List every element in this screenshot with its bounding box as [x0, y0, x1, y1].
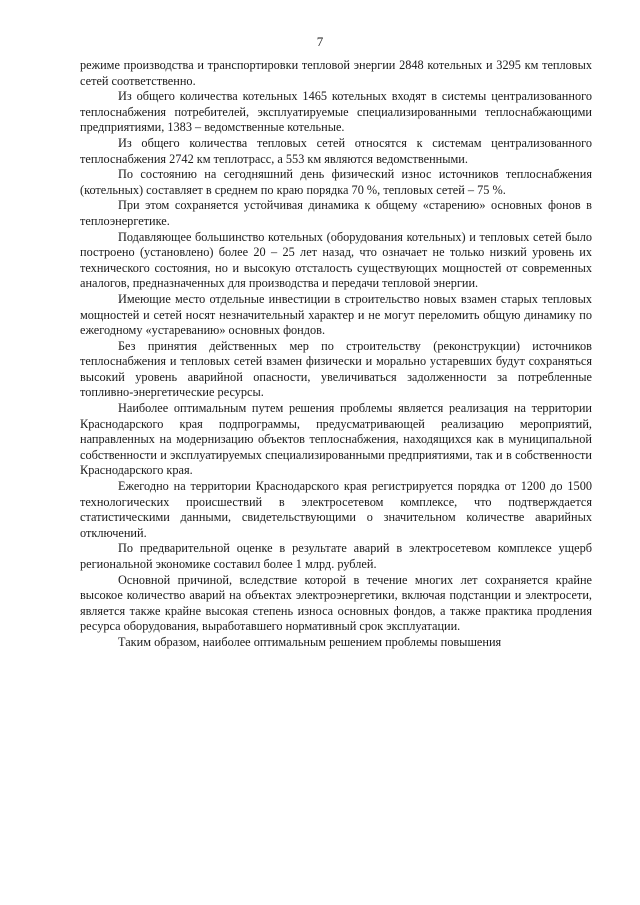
paragraph-main-reason: Основной причиной, вследствие которой в течение многих лет сохраняется крайне высокое количество аварий на объектах электроэнергетики, включая подстанции и электросети, является также крайне высокая степень износа основных фондов, а также практика продления ресурса оборудования, выработавшего нормативный срок эксплуатации. — [80, 572, 592, 634]
paragraph-boiler-count: Из общего количества котельных 1465 котельных входят в системы централизованного теплоснабжения потребителей, эксплуатируемые специализированными теплоснабжающими предприятиями, 1383 – ведомственные котельные. — [80, 89, 592, 135]
paragraph-without-measures: Без принятия действенных мер по строительству (реконструкции) источников теплоснабжения и тепловых сетей взамен физически и морально устаревших будут сохраняться высокий уровень аварийной опасности, увеличиваться задолженности за потребленные топливно-энергетические ресурсы. — [80, 338, 592, 400]
paragraph-conclusion: Таким образом, наиболее оптимальным решением проблемы повышения — [118, 634, 502, 649]
paragraph-optimal-solution: Наиболее оптимальным путем решения проблемы является реализация на территории Краснодарского края подпрограммы, предусматривающей реализацию мероприятий, направленных на модернизацию объектов теплоснабжения, находящихся как в муниципальной собственности и эксплуатируемых специализированными предприятиями, так и в собственности Краснодарского края. — [80, 401, 592, 478]
paragraph-heat-networks: Из общего количества тепловых сетей относятся к системам централизованного теплоснабжения 2742 км теплотрасс, а 553 км являются ведомственными. — [80, 135, 592, 166]
paragraph-incidents: Ежегодно на территории Краснодарского края регистрируется порядка от 1200 до 1500 технологических происшествий в электросетевом комплексе, что подтверждается статистическими данными, свидетельствующими о значительном количестве аварийных отключений. — [80, 479, 592, 540]
paragraph-physical-wear: По состоянию на сегодняшний день физический износ источников теплоснабжения (котельных) составляет в среднем по краю порядка 70 %, тепловых сетей – 75 %. — [80, 167, 592, 197]
document-body — [80, 58, 592, 651]
paragraph-damage-estimate: По предварительной оценке в результате аварий в электросетевом комплексе ущерб региональной экономике составил более 1 млрд. рублей. — [80, 541, 592, 571]
paragraph-construction-age: Подавляющее большинство котельных (оборудования котельных) и тепловых сетей было построено (установлено) более 20 – 25 лет назад, что означает не только низкий уровень их технического состояния, но и высокую отсталость существующих мощностей от современных аналогов, предназначенных для производства и передачи тепловой энергии. — [80, 229, 592, 291]
page-number: 7 — [316, 34, 324, 49]
paragraph-continued: режиме производства и транспортировки тепловой энергии 2848 котельных и 3295 км тепловых сетей соответственно. — [80, 58, 592, 88]
paragraph-aging-dynamics: При этом сохраняется устойчивая динамика к общему «старению» основных фонов в теплоэнергетике. — [80, 198, 592, 228]
paragraph-investments: Имеющие место отдельные инвестиции в строительство новых взамен старых тепловых мощностей и сетей носят незначительный характер и не могут переломить общую динамику по ежегодному «устареванию» основных фондов. — [80, 291, 592, 338]
